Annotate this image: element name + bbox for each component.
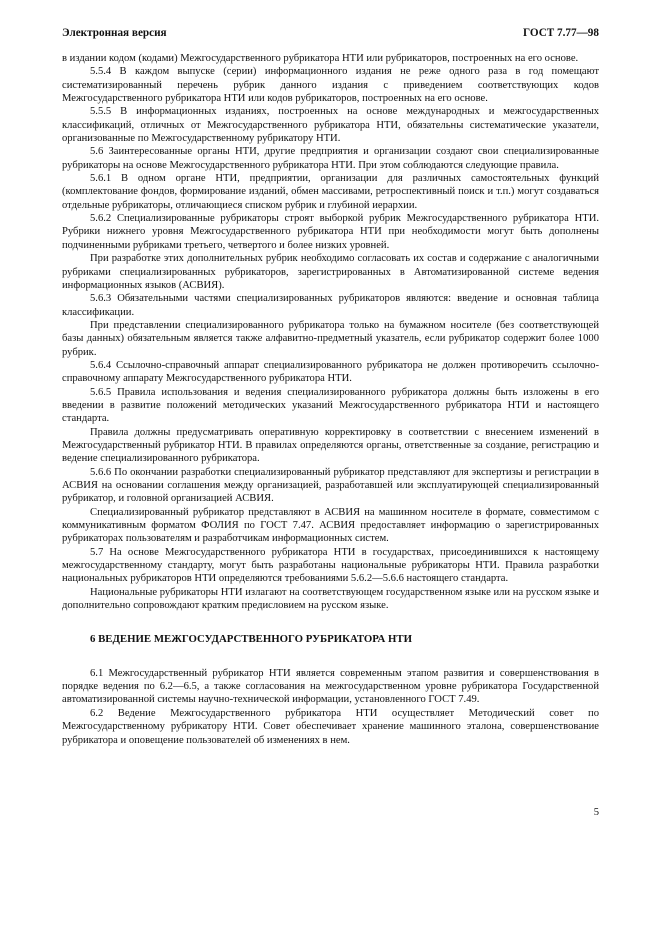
header-standard-code: ГОСТ 7.77—98 bbox=[523, 27, 599, 39]
document-body bbox=[62, 52, 599, 747]
paragraph: 5.6.3 Обязательными частями специализированных рубрикаторов являются: введение и основная таблица классификации. bbox=[62, 293, 599, 318]
paragraph: Национальные рубрикаторы НТИ излагают на соответствующем государственном языке или на русском языке и дополнительно сопровождают кратким предисловием на русском языке. bbox=[62, 586, 599, 612]
paragraph: 6.1 Межгосударственный рубрикатор НТИ является современным этапом развития и совершенствования в порядке ведения по 6.2—6.5, а также согласования на межгосударственном уровне рубрикатора Государственной автоматизированной системы научно-технической информации, установленного ГОСТ 7.49. bbox=[62, 667, 599, 706]
page-number: 5 bbox=[593, 807, 599, 818]
paragraph: 6.2 Ведение Межгосударственного рубрикатора НТИ осуществляет Методический совет по Межгосударственному рубрикатору НТИ. Совет обеспечивает хранение машинного эталона, совершенствование рубрикатора и оповещение пользователей об изменениях в нем. bbox=[62, 707, 599, 746]
paragraph: 5.5.5 В информационных изданиях, построенных на основе международных и межгосударственных классификаций, отличных от Межгосударственного рубрикатора НТИ, обязательны систематические указатели, организованные по Межгосударственному рубрикатору НТИ. bbox=[62, 106, 599, 145]
paragraph: 5.5.4 В каждом выпуске (серии) информационного издания не реже одного раза в год помещают систематизированный перечень рубрик данного издания с приведением соответствующих кодов Межгосударственного рубрикатора НТИ или кодов рубрикаторов, построенных на его основе. bbox=[62, 66, 599, 105]
paragraph: 5.7 На основе Межгосударственного рубрикатора НТИ в государствах, присоединившихся к настоящему межгосударственному стандарту, могут быть разработаны национальные рубрикаторы НТИ. Правила разработки национальных рубрикаторов НТИ определяются требованиями 5.6.2—5.6.6 настоящего стандарта. bbox=[62, 546, 599, 585]
paragraph: 5.6.2 Специализированные рубрикаторы строят выборкой рубрик Межгосударственного рубрикатора НТИ. Рубрики нижнего уровня Межгосударственного рубрикатора НТИ при необходимости могут быть дополнены подчиненными рубриками третьего, четвертого и более низких уровней. bbox=[62, 213, 599, 251]
paragraph: Специализированный рубрикатор представляют в АСВИЯ на машинном носителе в формате, совместимом с коммуникативным форматом ФОЛИЯ по ГОСТ 7.47. АСВИЯ предоставляет информацию о зарегистрированных рубрикаторах пользователям и разработчикам информационных систем. bbox=[62, 506, 599, 545]
paragraph: 5.6 Заинтересованные органы НТИ, другие предприятия и организации создают свои специализированные рубрикаторы на основе Межгосударственного рубрикатора НТИ. При этом соблюдаются следующие правила. bbox=[62, 146, 599, 171]
header-edition-label: Электронная версия bbox=[62, 27, 167, 39]
paragraph: 5.6.6 По окончании разработки специализированный рубрикатор представляют для экспертизы и регистрации в АСВИЯ на основании соглашения между организацией, разработавшей или эксплуатирующей специализированный рубрикатор, и головной организацией АСВИЯ. bbox=[62, 466, 599, 505]
paragraph: в издании кодом (кодами) Межгосударственного рубрикатора НТИ или рубрикаторов, построенных на его основе. bbox=[62, 53, 579, 64]
section-heading: 6 ВЕДЕНИЕ МЕЖГОСУДАРСТВЕННОГО РУБРИКАТОРА НТИ bbox=[90, 633, 412, 646]
paragraph: 5.6.1 В одном органе НТИ, предприятии, организации для различных самостоятельных функций (комплектование фондов, формирование изданий, обмен массивами, ретроспективный поиск и т.п.) могут создаваться отдельные рубрикаторы, отличающиеся списком рубрик и глубиной иерархии. bbox=[62, 173, 599, 211]
paragraph: 5.6.4 Ссылочно-справочный аппарат специализированного рубрикатора не должен противоречить ссылочно-справочному аппарату Межгосударственного рубрикатора НТИ. bbox=[62, 359, 599, 385]
paragraph: При представлении специализированного рубрикатора только на бумажном носителе (без соответствующей базы данных) обязательным является также алфавитно-предметный указатель, если рубрикатор содержит более 1000 рубрик. bbox=[62, 319, 599, 358]
paragraph: При разработке этих дополнительных рубрик необходимо согласовать их состав и содержание с аналогичными рубриками специализированных рубрикаторов, зарегистрированных в Автоматизированной системе ведения информационных языков (АСВИЯ). bbox=[62, 253, 599, 291]
paragraph: Правила должны предусматривать оперативную корректировку в соответствии с внесением изменений в Межгосударственный рубрикатор НТИ. В правилах определяются органы, ответственные за создание, регистрацию и ведение специализированного рубрикатора. bbox=[62, 426, 599, 465]
paragraph: 5.6.5 Правила использования и ведения специализированного рубрикатора должны быть изложены в его введении в развитие положений методических указаний Межгосударственного рубрикатора НТИ и настоящего стандарта. bbox=[62, 386, 599, 425]
